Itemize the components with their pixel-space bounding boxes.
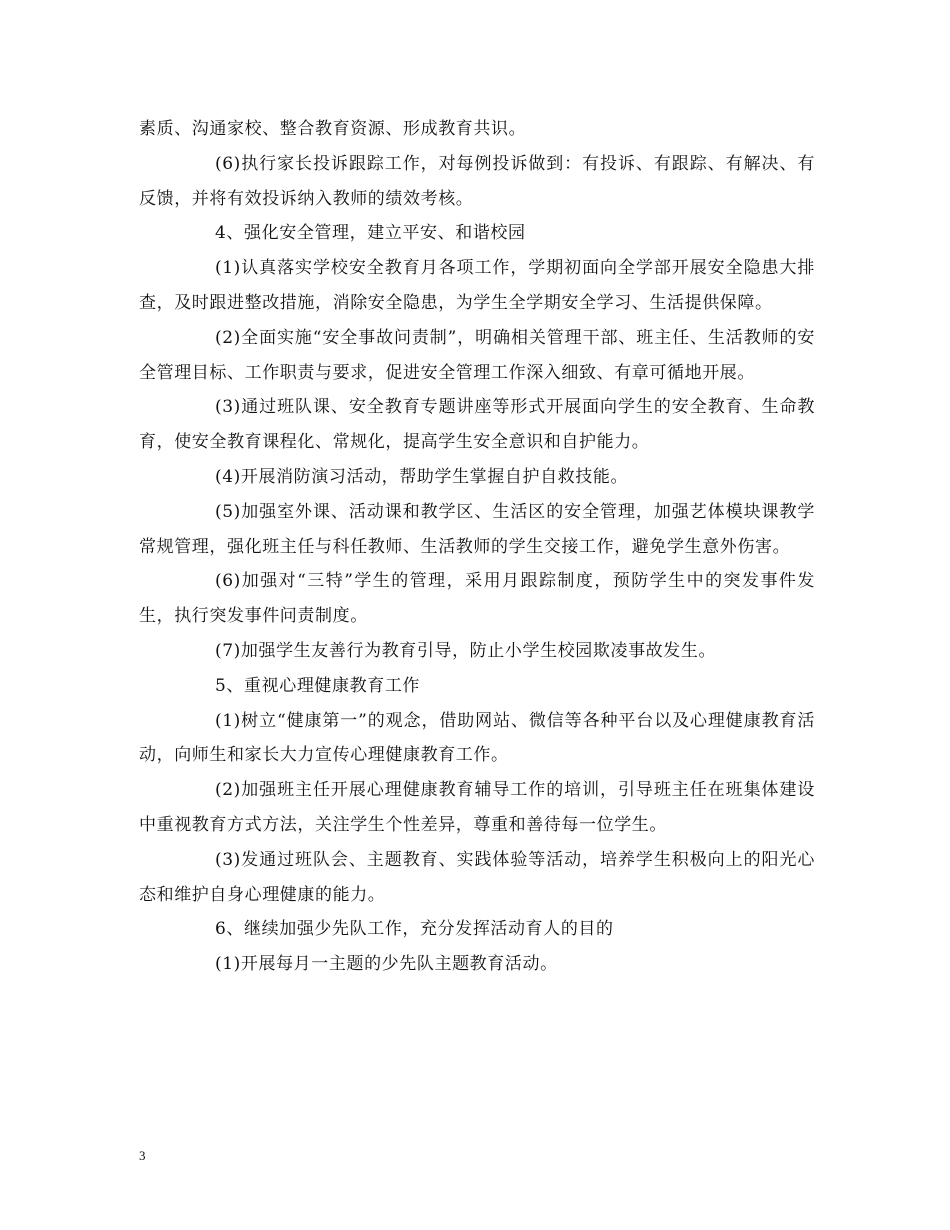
paragraph: (1)开展每月一主题的少先队主题教育活动。 bbox=[215, 954, 558, 975]
paragraph: (3)发通过班队会、主题教育、实践体验等活动，培养学生积极向上的阳光心态和维护自身心理健康的能力。 bbox=[139, 849, 815, 905]
page-number: 3 bbox=[139, 1148, 146, 1163]
paragraph: (7)加强学生友善行为教育引导，防止小学生校园欺凌事故发生。 bbox=[215, 640, 717, 661]
paragraph: (1)认真落实学校安全教育月各项工作，学期初面向全学部开展安全隐患大排查，及时跟进整改措施，消除安全隐患，为学生全学期安全学习、生活提供保障。 bbox=[139, 258, 815, 313]
paragraph: 素质、沟通家校、整合教育资源、形成教育共识。 bbox=[139, 119, 527, 139]
document-body bbox=[139, 112, 815, 982]
paragraph: (5)加强室外课、活动课和教学区、生活区的安全管理，加强艺体模块课教学常规管理，强化班主任与科任教师、生活教师的学生交接工作，避免学生意外伤害。 bbox=[139, 501, 815, 557]
paragraph: (2)全面实施“安全事故问责制”，明确相关管理干部、班主任、生活教师的安全管理目标、工作职责与要求，促进安全管理工作深入细致、有章可循地开展。 bbox=[139, 327, 815, 383]
paragraph: (3)通过班队课、安全教育专题讲座等形式开展面向学生的安全教育、生命教育，使安全教育课程化、常规化，提高学生安全意识和自护能力。 bbox=[139, 397, 815, 453]
paragraph: (1)树立“健康第一”的观念，借助网站、微信等各种平台以及心理健康教育活动，向师生和家长大力宣传心理健康教育工作。 bbox=[139, 710, 815, 766]
section-heading: 4、强化安全管理，建立平安、和谐校园 bbox=[215, 223, 526, 244]
section-heading: 6、继续加强少先队工作，充分发挥活动育人的目的 bbox=[215, 919, 614, 940]
paragraph: (2)加强班主任开展心理健康教育辅导工作的培训，引导班主任在班集体建设中重视教育方式方法，关注学生个性差异，尊重和善待每一位学生。 bbox=[139, 780, 815, 835]
paragraph: (6)加强对“三特”学生的管理，采用月跟踪制度，预防学生中的突发事件发生，执行突发事件问责制度。 bbox=[139, 571, 815, 627]
paragraph: (4)开展消防演习活动，帮助学生掌握自护自救技能。 bbox=[215, 466, 629, 487]
paragraph: (6)执行家长投诉跟踪工作，对每例投诉做到：有投诉、有跟踪、有解决、有反馈，并将有效投诉纳入教师的绩效考核。 bbox=[139, 153, 815, 209]
section-heading: 5、重视心理健康教育工作 bbox=[215, 675, 421, 696]
